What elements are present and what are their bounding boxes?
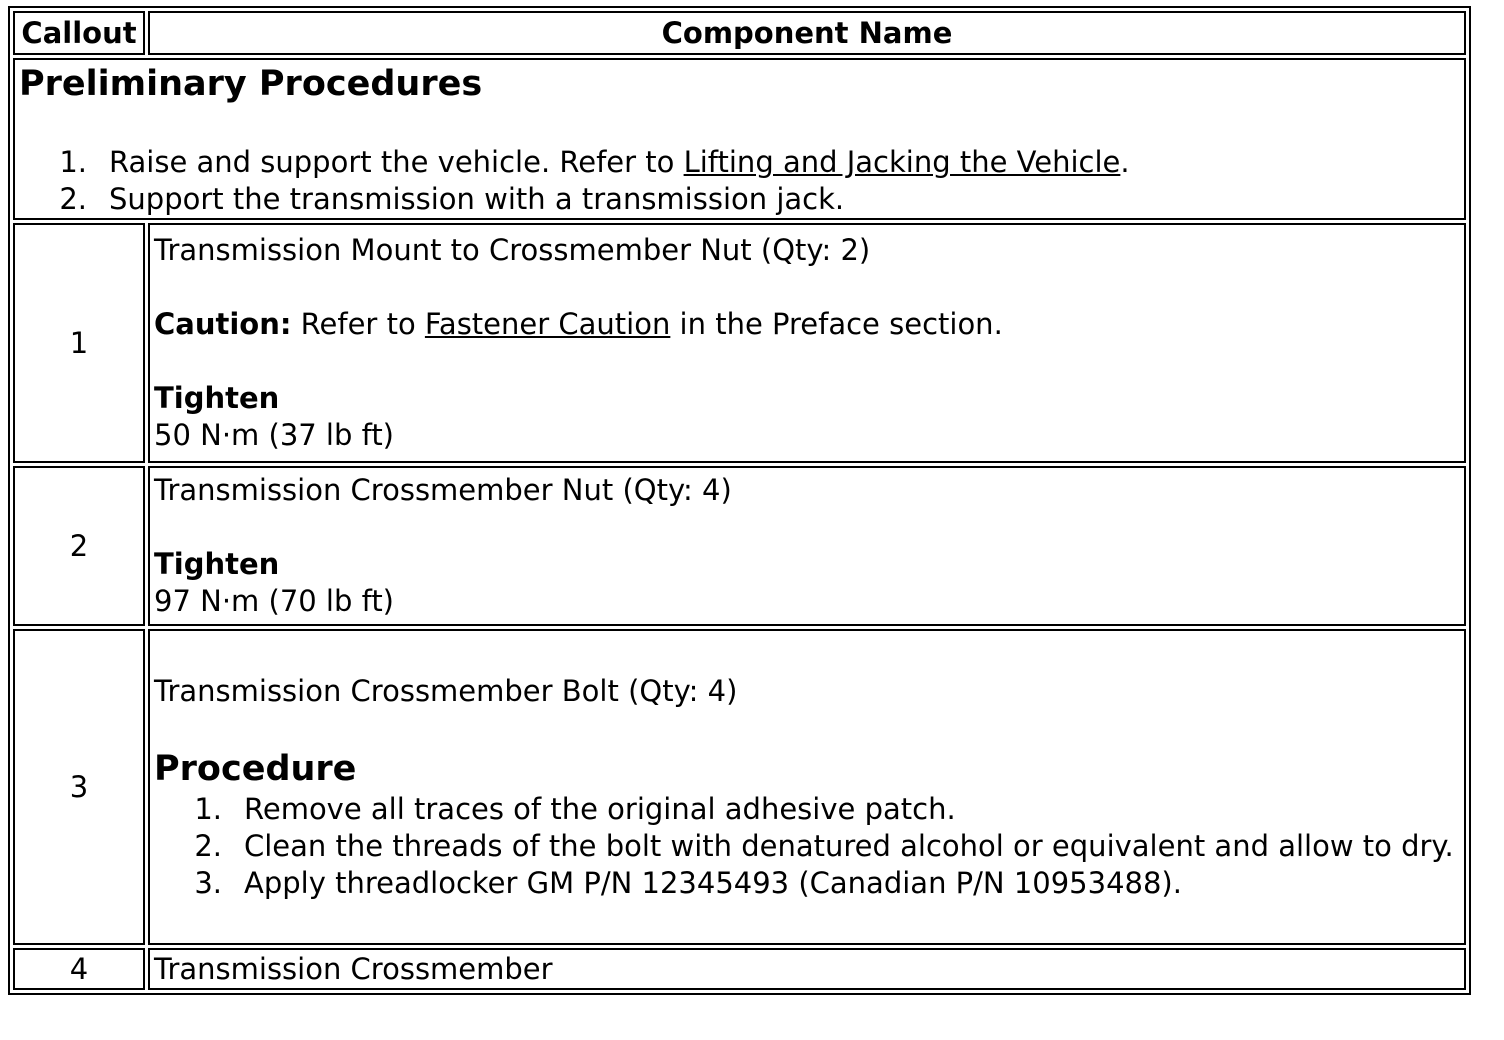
fastener-caution-link[interactable]: Fastener Caution xyxy=(424,307,671,341)
component-cell xyxy=(148,629,1466,945)
lifting-jacking-link[interactable]: Lifting and Jacking the Vehicle xyxy=(683,145,1121,179)
callout-number: 3 xyxy=(13,629,145,945)
step-text: Support the transmission with a transmission jack. xyxy=(109,182,845,216)
callout-header: Callout xyxy=(13,11,145,55)
component-name: Transmission Crossmember xyxy=(148,948,1466,990)
table-row xyxy=(13,948,1466,990)
component-name: Transmission Mount to Crossmember Nut (Qty: 2) xyxy=(154,233,871,267)
step-number: 2. xyxy=(59,182,87,216)
header-row xyxy=(13,11,1466,55)
caution-label: Caution: xyxy=(154,307,292,341)
step-number: 2. xyxy=(194,828,222,863)
callout-number: 2 xyxy=(13,466,145,626)
list-item xyxy=(19,144,1460,181)
component-name-header: Component Name xyxy=(148,11,1466,55)
table-row xyxy=(13,629,1466,945)
caution-line: Caution: Refer to Fastener Caution in the Preface section. xyxy=(154,307,1003,341)
preliminary-row xyxy=(13,58,1466,220)
component-name: Transmission Crossmember Nut (Qty: 4) xyxy=(154,473,732,507)
list-item xyxy=(154,828,1460,865)
step-number: 3. xyxy=(194,865,222,900)
step-number: 1. xyxy=(59,145,87,179)
step-text: Remove all traces of the original adhesive patch. xyxy=(244,791,956,826)
preliminary-title: Preliminary Procedures xyxy=(19,64,483,104)
preliminary-cell xyxy=(13,58,1466,220)
list-item xyxy=(19,181,1460,218)
tighten-label: Tighten xyxy=(154,547,280,581)
preliminary-steps xyxy=(19,144,1460,218)
torque-spec: 50 N·m (37 lb ft) xyxy=(154,418,395,452)
component-cell xyxy=(148,466,1466,626)
list-item xyxy=(154,791,1460,828)
callout-number: 1 xyxy=(13,223,145,463)
procedure-title: Procedure xyxy=(154,748,357,789)
component-cell xyxy=(148,223,1466,463)
procedure-steps xyxy=(154,791,1460,902)
table-row xyxy=(13,466,1466,626)
component-table xyxy=(8,6,1471,995)
step-text-end: . xyxy=(1120,145,1130,179)
table-row xyxy=(13,223,1466,463)
step-number: 1. xyxy=(194,791,222,826)
callout-number: 4 xyxy=(13,948,145,990)
tighten-label: Tighten xyxy=(154,381,280,415)
step-text: Clean the threads of the bolt with denatured alcohol or equivalent and allow to dry. xyxy=(244,828,1454,863)
step-text: Apply threadlocker GM P/N 12345493 (Canadian P/N 10953488). xyxy=(244,865,1182,900)
list-item xyxy=(154,865,1460,902)
torque-spec: 97 N·m (70 lb ft) xyxy=(154,584,395,618)
component-name: Transmission Crossmember Bolt (Qty: 4) xyxy=(154,673,738,708)
step-text: Raise and support the vehicle. Refer to xyxy=(109,145,684,179)
